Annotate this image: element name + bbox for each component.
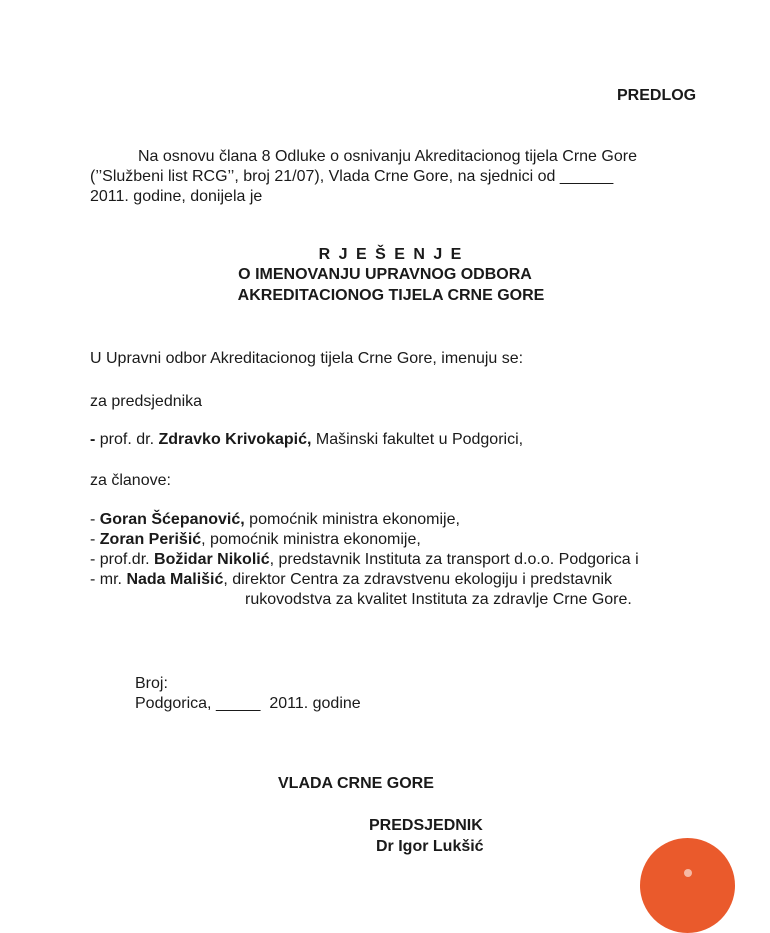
member-bullet: - [90, 551, 100, 568]
member-row [90, 570, 639, 590]
member-name: Božidar Nikolić [154, 551, 270, 568]
floating-action-button[interactable] [640, 838, 735, 933]
decision-subtitle-1: O IMENOVANJU UPRAVNOG ODBORA [238, 266, 532, 283]
member-name: Zoran Perišić [99, 531, 202, 548]
president-signatory: Dr Igor Lukšić [376, 838, 484, 855]
member-desc: , pomoćnik ministra ekonomije, [201, 531, 421, 548]
members-list [90, 510, 639, 610]
appointment-statement: U Upravni odbor Akreditacionog tijela Crne Gore, imenuju se: [90, 350, 524, 367]
number-label: Broj: [135, 675, 168, 692]
member-title: prof.dr. [99, 551, 155, 568]
president-bullet: - [90, 431, 100, 448]
president-desc: Mašinski fakultet u Podgorici, [311, 431, 524, 448]
member-bullet: - [90, 511, 100, 528]
member-bullet: - [90, 571, 100, 588]
member-row [90, 550, 639, 570]
draft-label: PREDLOG [617, 87, 697, 104]
president-name: Zdravko Krivokapić, [158, 431, 312, 448]
decision-title: R J E Š E N J E [318, 246, 464, 263]
president-label: PREDSJEDNIK [369, 817, 483, 834]
president-entry [90, 431, 523, 449]
decision-subtitle-2: AKREDITACIONOG TIJELA CRNE GORE [237, 287, 545, 304]
place-date: Podgorica, _____ 2011. godine [135, 695, 361, 712]
member-row [90, 530, 639, 550]
member-name: Goran Šćepanović, [99, 511, 245, 528]
intro-line-3: 2011. godine, donijela je [90, 188, 263, 205]
intro-line-2: (’’Službeni list RCG’’, broj 21/07), Vlada Crne Gore, na sjednici od ______ [90, 168, 614, 185]
for-members-label: za članove: [90, 472, 171, 489]
government-name: VLADA CRNE GORE [278, 775, 434, 792]
intro-line-1: Na osnovu člana 8 Odluke o osnivanju Akreditacionog tijela Crne Gore [138, 148, 637, 165]
member-title: mr. [99, 571, 127, 588]
member-bullet: - [90, 531, 100, 548]
member-desc: , predstavnik Instituta za transport d.o.o. Podgorica i [269, 551, 639, 568]
member-name: Nada Mališić [126, 571, 224, 588]
for-president-label: za predsjednika [90, 393, 203, 410]
intro-paragraph [90, 147, 710, 207]
button-dot-icon [684, 869, 692, 877]
member-row [90, 510, 639, 530]
president-title: prof. dr. [99, 431, 159, 448]
member-desc: , direktor Centra za zdravstvenu ekologiju i predstavnik [223, 571, 613, 588]
member-desc: pomoćnik ministra ekonomije, [244, 511, 460, 528]
member-continuation: rukovodstva za kvalitet Instituta za zdravlje Crne Gore. [245, 591, 632, 608]
